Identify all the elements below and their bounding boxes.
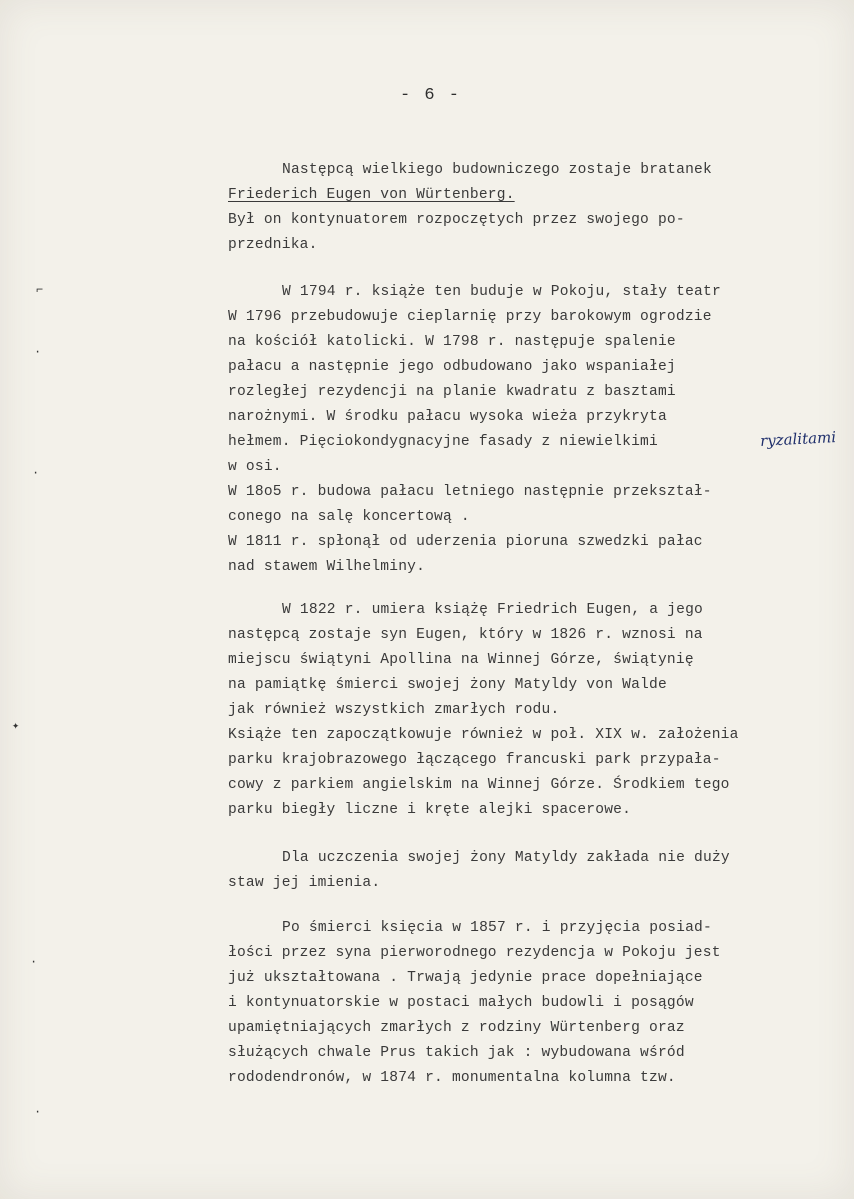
text-line: conego na salę koncertową . bbox=[228, 509, 470, 525]
text-line: W 1796 przebudowuje cieplarnię przy barokowym ogrodzie bbox=[228, 309, 712, 325]
handwritten-insert: ryzalitami bbox=[759, 428, 837, 450]
paragraph-1-first-line bbox=[282, 158, 854, 183]
text-line: staw jej imienia. bbox=[228, 875, 381, 891]
text-line: i kontynuatorskie w postaci małych budowli i posągów bbox=[228, 995, 694, 1011]
text-line: już ukształtowana . Trwają jedynie prace dopełniające bbox=[228, 970, 703, 986]
paragraph-5-first-line bbox=[282, 916, 854, 941]
text-line: rozległej rezydencji na planie kwadratu z basztami bbox=[228, 384, 676, 400]
text-line: Po śmierci księcia w 1857 r. i przyjęcia posiad- bbox=[282, 920, 712, 936]
text-line: cowy z parkiem angielskim na Winnej Górze. Środkiem tego bbox=[228, 777, 730, 793]
margin-mark: · bbox=[32, 466, 40, 480]
text-line: W 1822 r. umiera książę Friedrich Eugen, a jego bbox=[282, 602, 704, 618]
text-line: W 18o5 r. budowa pałacu letniego następnie przekształ- bbox=[228, 484, 712, 500]
text-line: przednika. bbox=[228, 237, 318, 253]
text-line: narożnymi. W środku pałacu wysoka wieża przykryta bbox=[228, 409, 667, 425]
text-line: Następcą wielkiego budowniczego zostaje bratanek bbox=[282, 162, 712, 178]
text-line: upamiętniających zmarłych z rodziny Würtenberg oraz bbox=[228, 1020, 685, 1036]
paragraph-2 bbox=[228, 305, 828, 580]
text-line: jak również wszystkich zmarłych rodu. bbox=[228, 702, 560, 718]
margin-mark: · bbox=[34, 345, 42, 359]
paragraph-5 bbox=[228, 941, 828, 1091]
paragraph-4 bbox=[228, 871, 828, 896]
text-line: parku krajobrazowego łączącego francuski park przypała- bbox=[228, 752, 721, 768]
paragraph-3 bbox=[228, 623, 828, 823]
text-line: rododendronów, w 1874 r. monumentalna kolumna tzw. bbox=[228, 1070, 676, 1086]
paragraph-4-first-line bbox=[282, 846, 854, 871]
margin-mark: · bbox=[30, 955, 38, 969]
text-line: W 1811 r. spłonął od uderzenia pioruna szwedzki pałac bbox=[228, 534, 703, 550]
text-line: w osi. bbox=[228, 459, 282, 475]
text-line: następcą zostaje syn Eugen, który w 1826 r. wznosi na bbox=[228, 627, 703, 643]
text-line: parku biegły liczne i kręte alejki spacerowe. bbox=[228, 802, 632, 818]
margin-mark: ⌐ bbox=[36, 283, 44, 297]
text-line: hełmem. Pięciokondygnacyjne fasady z niewielkimi bbox=[228, 434, 658, 450]
text-line: Dla uczczenia swojej żony Matyldy zakłada nie duży bbox=[282, 850, 730, 866]
text-line: miejscu świątyni Apollina na Winnej Górze, świątynię bbox=[228, 652, 694, 668]
text-line: służących chwale Prus takich jak : wybudowana wśród bbox=[228, 1045, 685, 1061]
text-line: nad stawem Wilhelminy. bbox=[228, 559, 426, 575]
margin-mark: ✦ bbox=[12, 719, 20, 733]
text-line: W 1794 r. książe ten buduje w Pokoju, stały teatr bbox=[282, 284, 721, 300]
text-line-underlined-name: Friederich Eugen von Würtenberg. bbox=[228, 187, 515, 203]
text-line: na kościół katolicki. W 1798 r. następuje spalenie bbox=[228, 334, 676, 350]
text-line: Książe ten zapoczątkowuje również w poł. XIX w. założenia bbox=[228, 727, 739, 743]
text-line: łości przez syna pierworodnego rezydencja w Pokoju jest bbox=[228, 945, 721, 961]
text-line: Był on kontynuatorem rozpoczętych przez swojego po- bbox=[228, 212, 685, 228]
margin-mark: · bbox=[34, 1105, 42, 1119]
paragraph-2-first-line bbox=[282, 280, 854, 305]
paragraph-3-first-line bbox=[282, 598, 854, 623]
paragraph-1 bbox=[228, 183, 828, 258]
text-line: na pamiątkę śmierci swojej żony Matyldy von Walde bbox=[228, 677, 667, 693]
text-line: pałacu a następnie jego odbudowano jako wspaniałej bbox=[228, 359, 676, 375]
page-number: - 6 - bbox=[400, 86, 462, 105]
